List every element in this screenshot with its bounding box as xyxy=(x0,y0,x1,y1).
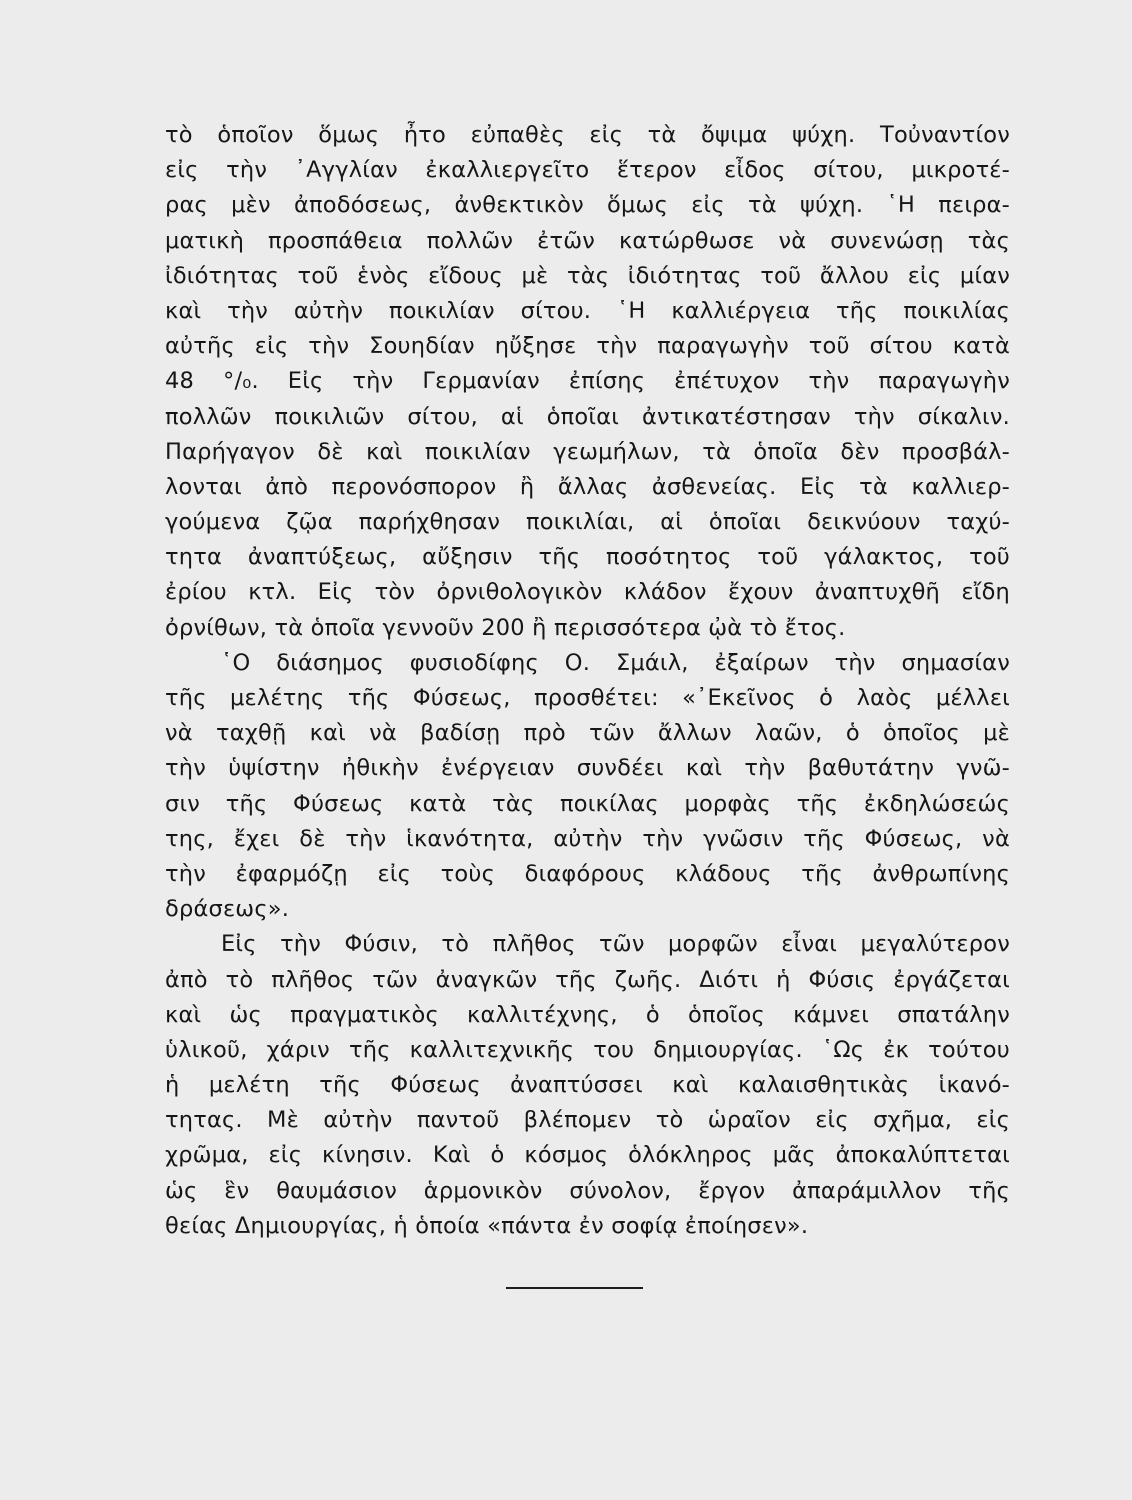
text-line: ὑλικοῦ, χάριν τῆς καλλιτεχνικῆς του δημιουργίας. ῾Ως ἐκ τούτου xyxy=(165,1036,1010,1063)
text-line: σιν τῆς Φύσεως κατὰ τὰς ποικίλας μορφὰς τῆς ἐκδηλώσεώς xyxy=(165,790,1010,817)
text-line: ῾Ο διάσημος φυσιοδίφης Ο. Σμάιλ, ἐξαίρων τὴν σημασίαν xyxy=(221,649,1010,676)
text-line: τὴν ὑψίστην ἠθικὴν ἐνέργειαν συνδέει καὶ τὴν βαθυτάτην γνῶ- xyxy=(165,755,1010,782)
body-text xyxy=(165,118,1010,1244)
text-line: 48 °/₀. Εἰς τὴν Γερμανίαν ἐπίσης ἐπέτυχον τὴν παραγωγὴν xyxy=(165,368,1010,395)
text-line: ματικὴ προσπάθεια πολλῶν ἐτῶν κατώρθωσε νὰ συνενώσῃ τὰς xyxy=(165,227,1010,254)
text-line: Παρήγαγον δὲ καὶ ποικιλίαν γεωμήλων, τὰ ὁποῖα δὲν προσβάλ- xyxy=(165,438,1010,465)
text-line: Εἰς τὴν Φύσιν, τὸ πλῆθος τῶν μορφῶν εἶναι μεγαλύτερον xyxy=(221,931,1010,958)
text-line: χρῶμα, εἰς κίνησιν. Καὶ ὁ κόσμος ὁλόκληρος μᾶς ἀποκαλύπτεται xyxy=(165,1142,1010,1169)
text-line: λονται ἀπὸ περονόσπορον ἢ ἄλλας ἀσθενείας. Εἰς τὰ καλλιερ- xyxy=(165,473,1010,500)
text-line: ρας μὲν ἀποδόσεως, ἀνθεκτικὸν ὅμως εἰς τὰ ψύχη. ῾Η πειρα- xyxy=(165,192,1010,219)
text-line: νὰ ταχθῇ καὶ νὰ βαδίσῃ πρὸ τῶν ἄλλων λαῶν, ὁ ὁποῖος μὲ xyxy=(165,720,1010,747)
text-line: της, ἔχει δὲ τὴν ἱκανότητα, αὐτὴν τὴν γνῶσιν τῆς Φύσεως, νὰ xyxy=(165,825,1010,852)
text-line: τῆς μελέτης τῆς Φύσεως, προσθέτει: «᾿Εκεῖνος ὁ λαὸς μέλλει xyxy=(165,685,1010,711)
text-line: ἰδιότητας τοῦ ἑνὸς εἴδους μὲ τὰς ἰδιότητας τοῦ ἄλλου εἰς μίαν xyxy=(165,262,1010,289)
end-of-chapter-rule xyxy=(506,1287,643,1289)
text-line: ἡ μελέτη τῆς Φύσεως ἀναπτύσσει καὶ καλαισθητικὰς ἱκανό- xyxy=(165,1072,1010,1099)
paragraph-2 xyxy=(165,646,1010,928)
text-line: πολλῶν ποικιλιῶν σίτου, αἱ ὁποῖαι ἀντικατέστησαν τὴν σίκαλιν. xyxy=(165,403,1010,430)
text-line: αὐτῆς εἰς τὴν Σουηδίαν ηὔξησε τὴν παραγωγὴν τοῦ σίτου κατὰ xyxy=(165,333,1010,360)
text-line: καὶ ὡς πραγματικὸς καλλιτέχνης, ὁ ὁποῖος κάμνει σπατάλην xyxy=(165,1001,1010,1028)
text-line: ἐρίου κτλ. Εἰς τὸν ὀρνιθολογικὸν κλάδον ἔχουν ἀναπτυχθῆ εἴδη xyxy=(165,579,1010,606)
text-line: τὸ ὁποῖον ὅμως ἦτο εὐπαθὲς εἰς τὰ ὄψιμα ψύχη. Τοὐναντίον xyxy=(165,122,1010,148)
text-line: ὀρνίθων, τὰ ὁποῖα γεννοῦν 200 ἢ περισσότερα ᾠὰ τὸ ἔτος. xyxy=(165,614,846,641)
text-line: τητα ἀναπτύξεως, αὔξησιν τῆς ποσότητος τοῦ γάλακτος, τοῦ xyxy=(165,544,1010,571)
text-line: ὡς ἓν θαυμάσιον ἁρμονικὸν σύνολον, ἔργον ἀπαράμιλλον τῆς xyxy=(165,1177,1010,1204)
text-line: δράσεως». xyxy=(165,896,290,923)
paragraph-1 xyxy=(165,118,1010,646)
text-line: τητας. Μὲ αὐτὴν παντοῦ βλέπομεν τὸ ὡραῖον εἰς σχῆμα, εἰς xyxy=(165,1107,1010,1134)
paragraph-3 xyxy=(165,927,1010,1244)
text-line: καὶ τὴν αὐτὴν ποικιλίαν σίτου. ῾Η καλλιέργεια τῆς ποικιλίας xyxy=(165,297,1010,324)
text-line: γούμενα ζῷα παρήχθησαν ποικιλίαι, αἱ ὁποῖαι δεικνύουν ταχύ- xyxy=(165,509,1010,536)
text-line: ἀπὸ τὸ πλῆθος τῶν ἀναγκῶν τῆς ζωῆς. Διότι ἡ Φύσις ἐργάζεται xyxy=(165,966,1010,993)
text-line: τὴν ἐφαρμόζῃ εἰς τοὺς διαφόρους κλάδους τῆς ἀνθρωπίνης xyxy=(165,860,1010,887)
text-line: θείας Δημιουργίας, ἡ ὁποία «πάντα ἐν σοφίᾳ ἐποίησεν». xyxy=(165,1212,809,1239)
text-line: εἰς τὴν ᾿Αγγλίαν ἐκαλλιεργεῖτο ἕτερον εἶδος σίτου, μικροτέ- xyxy=(165,157,1010,184)
